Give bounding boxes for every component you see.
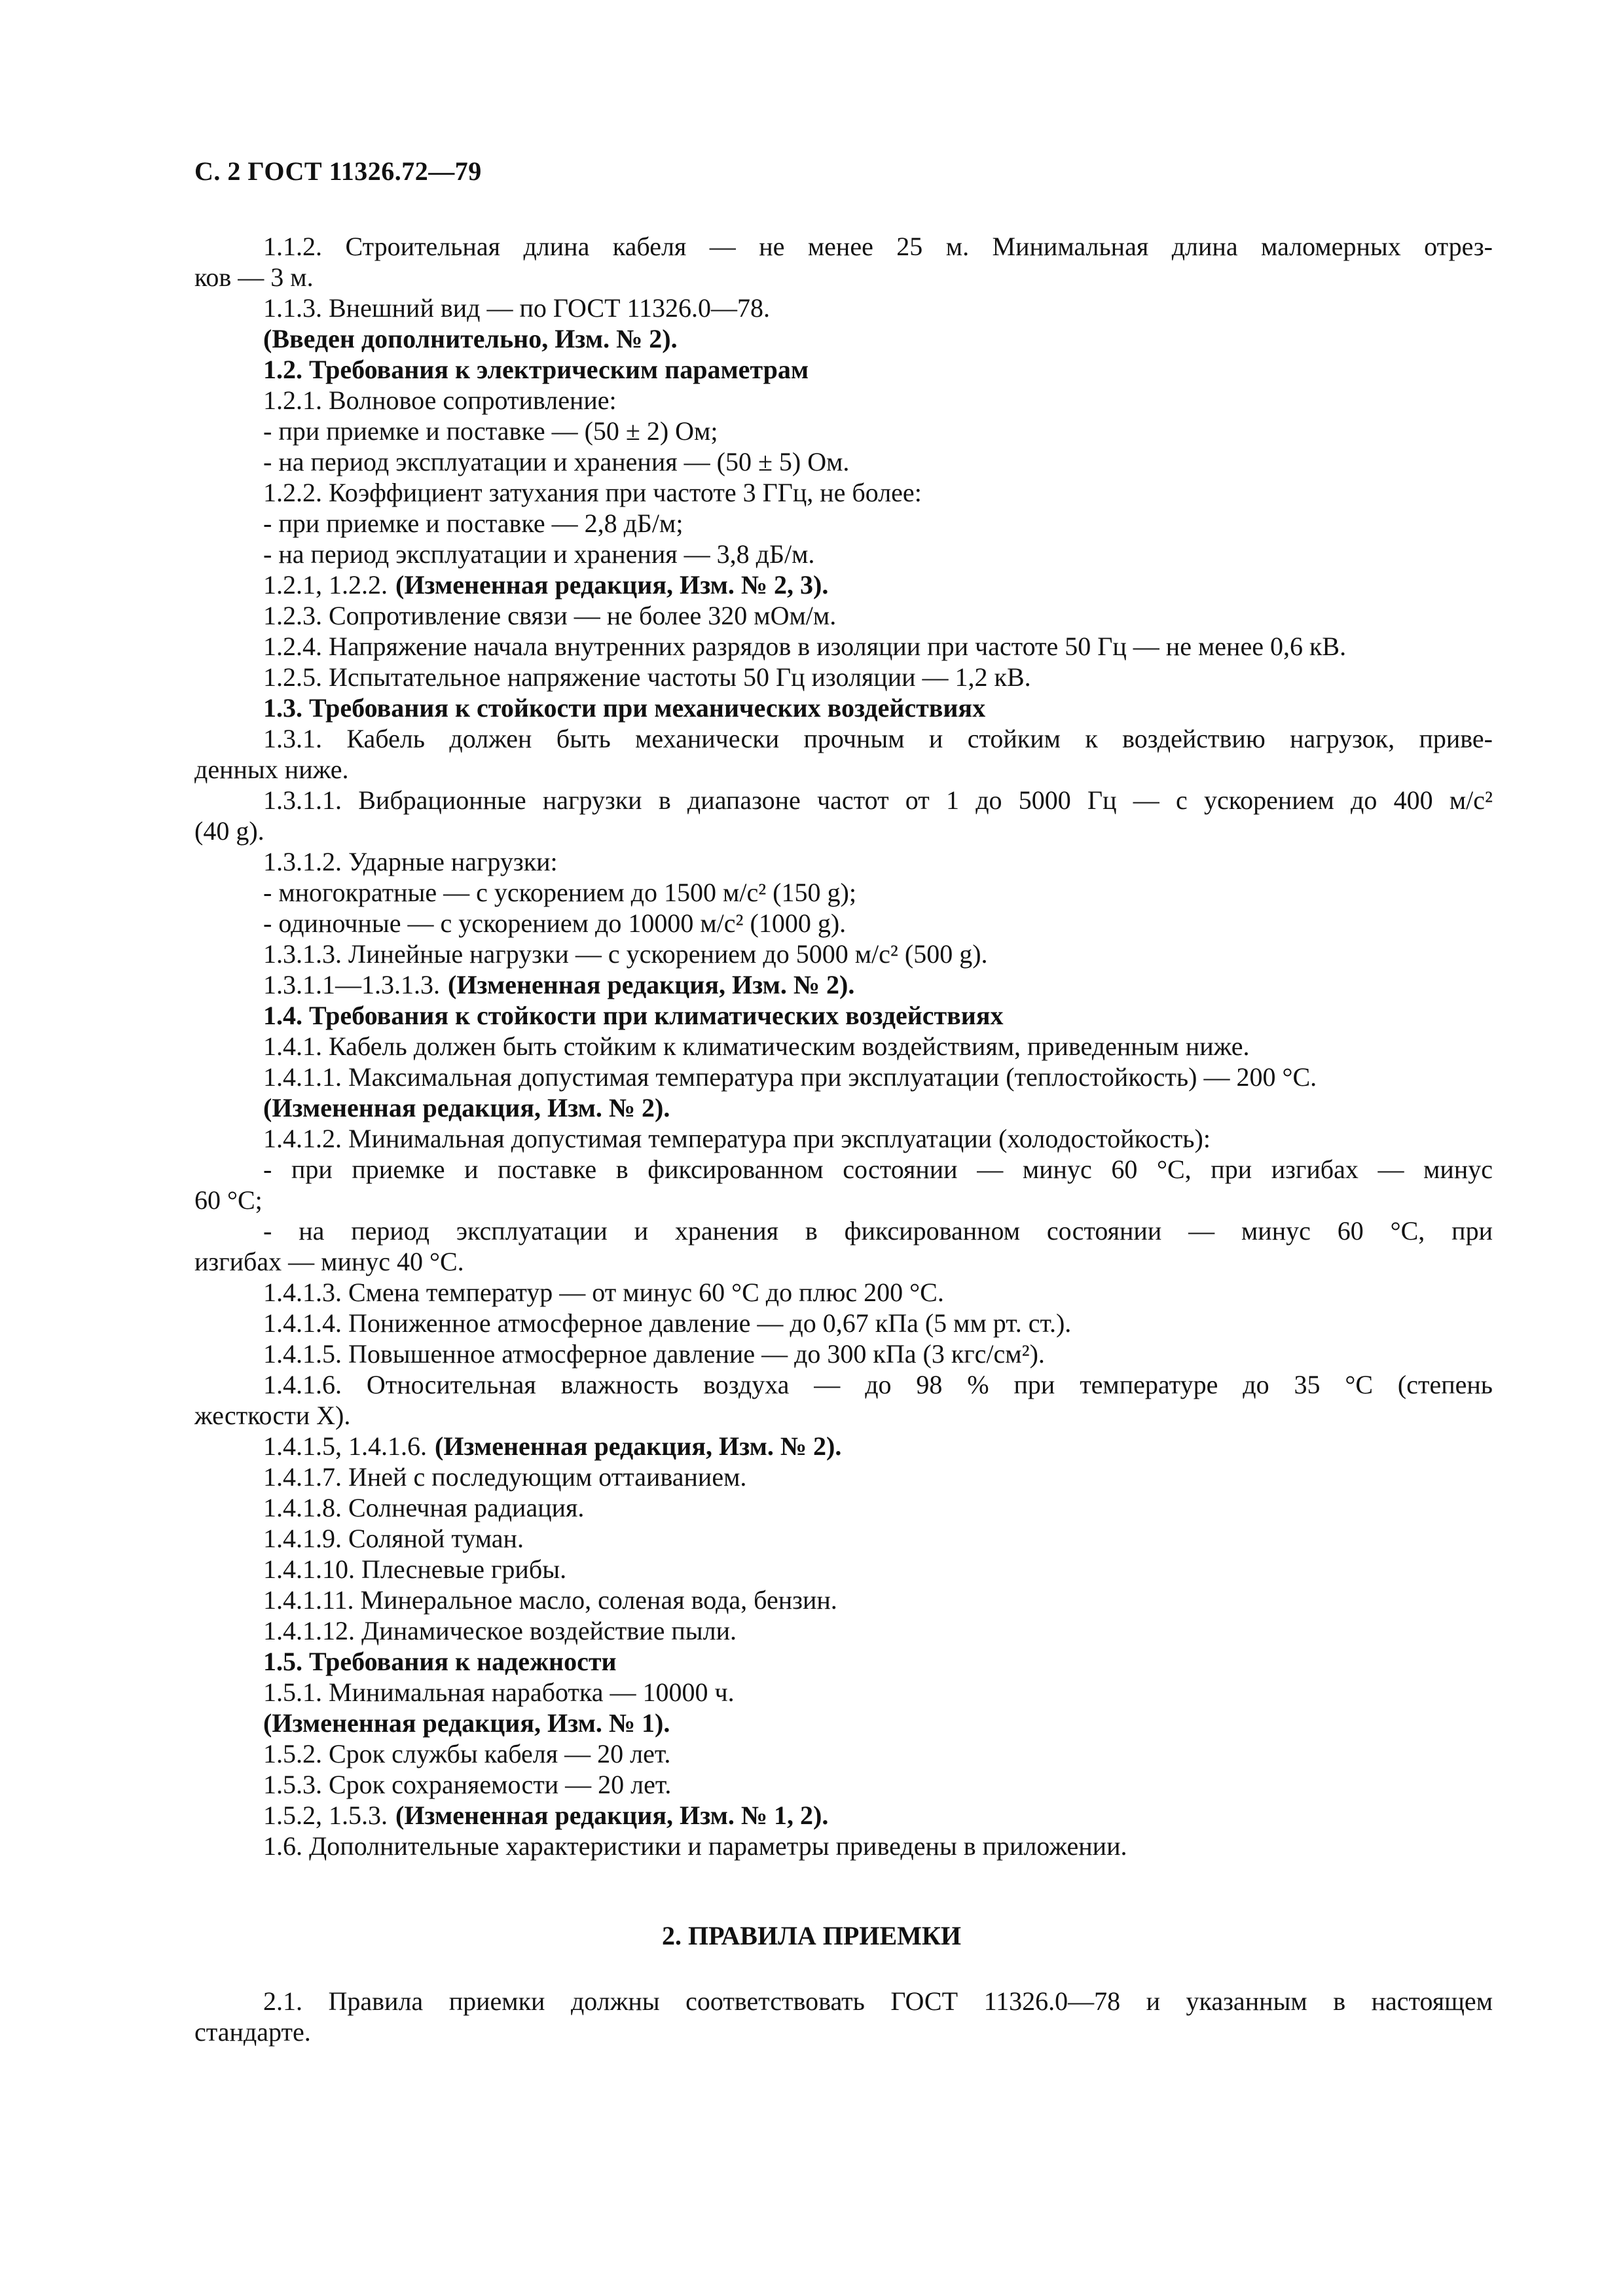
text-line [194,1462,1493,1492]
line-bold-text: (Измененная редакция, Изм. № 2, 3). [395,570,829,600]
page-header: С. 2 ГОСТ 11326.72—79 [194,156,482,186]
line-bold-text: (Измененная редакция, Изм. № 2). [435,1431,842,1461]
text-line [194,1185,1493,1215]
text-line [194,1677,1493,1708]
text-line [194,508,1493,539]
line-text: 1.4.1.12. Динамическое воздействие пыли. [263,1616,737,1645]
line-text: 1.3.1.1. Вибрационные нагрузки в диапазоне частот от 1 до 5000 Гц — с ускорением до 400 м/с² [263,785,1493,815]
text-line [194,939,1493,969]
line-text: 1.4.1.11. Минеральное масло, соленая вода, бензин. [263,1585,837,1615]
line-text: 1.2.1, 1.2.2. [263,570,388,600]
text-line [194,908,1493,939]
text-line [194,477,1493,508]
line-bold-text: 1.2. Требования к электрическим параметрам [263,355,809,384]
text-line [194,1400,1493,1431]
text-line [194,1215,1493,1246]
text-line [194,662,1493,692]
text-line [194,631,1493,662]
text-line [194,1338,1493,1369]
text-line [194,231,1493,262]
text-line [194,1492,1493,1523]
text-line [194,1031,1493,1062]
text-line [194,1092,1493,1123]
line-text: 1.4.1.2. Минимальная допустимая температура при эксплуатации (холодостойкость): [263,1124,1211,1153]
line-text: 1.3.1.1—1.3.1.3. [263,970,440,999]
line-text: 1.4.1.6. Относительная влажность воздуха — до 98 % при температуре до 35 °С (степень [263,1370,1493,1399]
line-text: стандарте. [194,2017,311,2047]
text-line [194,600,1493,631]
line-bold-text: 1.5. Требования к надежности [263,1647,617,1676]
text-line [194,416,1493,446]
line-text: - на период эксплуатации и хранения — 3,8 дБ/м. [263,539,815,569]
text-line [194,293,1493,323]
line-text: 1.4.1.9. Соляной туман. [263,1524,524,1553]
text-line [194,569,1493,600]
text-line [194,1554,1493,1585]
line-text: 1.1.2. Строительная длина кабеля — не менее 25 м. Минимальная длина маломерных отрез- [263,232,1493,261]
line-text: изгибах — минус 40 °С. [194,1247,464,1276]
section-title: 2. ПРАВИЛА ПРИЕМКИ [661,1921,961,1950]
line-text: - на период эксплуатации и хранения в фиксированном состоянии — минус 60 °С, при [263,1216,1493,1246]
line-text: - многократные — с ускорением до 1500 м/с² (150 g); [263,878,856,907]
line-text: 1.3.1.2. Ударные нагрузки: [263,847,558,876]
line-text: - на период эксплуатации и хранения — (50 ± 5) Ом. [263,447,850,476]
section-body [194,1986,1493,2047]
line-text: 1.2.2. Коэффициент затухания при частоте 3 ГГц, не более: [263,478,922,507]
line-text: - при приемке и поставке — (50 ± 2) Ом; [263,416,718,446]
line-text: 1.2.3. Сопротивление связи — не более 320 мОм/м. [263,601,837,630]
line-text: 1.4.1.5. Повышенное атмосферное давление — до 300 кПа (3 кгс/см²). [263,1339,1045,1369]
text-line [194,1308,1493,1338]
line-bold-text: (Измененная редакция, Изм. № 2). [263,1093,670,1122]
text-line [194,1369,1493,1400]
text-line [194,385,1493,416]
line-text: 1.4.1. Кабель должен быть стойким к климатическим воздействиям, приведенным ниже. [263,1031,1250,1061]
line-bold-text: (Измененная редакция, Изм. № 1, 2). [395,1801,829,1830]
text-line [194,969,1493,1000]
line-text: 1.3.1.3. Линейные нагрузки — с ускорением до 5000 м/с² (500 g). [263,939,988,969]
line-text: - одиночные — с ускорением до 10000 м/с² (1000 g). [263,908,847,938]
line-text: 1.5.3. Срок сохраняемости — 20 лет. [263,1770,672,1799]
line-text: жесткости X). [194,1401,351,1430]
line-text: 1.5.1. Минимальная наработка — 10000 ч. [263,1677,735,1707]
text-line [194,1769,1493,1800]
line-text: 1.2.1. Волновое сопротивление: [263,386,617,415]
text-line [194,354,1493,385]
line-text: 1.2.5. Испытательное напряжение частоты 50 Гц изоляции — 1,2 кВ. [263,662,1031,692]
line-text: 1.4.1.3. Смена температур — от минус 60 °С до плюс 200 °С. [263,1278,944,1307]
line-text: - при приемке и поставке — 2,8 дБ/м; [263,509,684,538]
text-line [194,1246,1493,1277]
line-text: 1.4.1.8. Солнечная радиация. [263,1493,585,1522]
text-line [194,754,1493,785]
line-text: 1.4.1.5, 1.4.1.6. [263,1431,427,1461]
text-line [194,446,1493,477]
line-text: 1.4.1.1. Максимальная допустимая температура при эксплуатации (теплостойкость) — 200 °С. [263,1062,1317,1092]
text-line [194,1738,1493,1769]
line-text: - при приемке и поставке в фиксированном состоянии — минус 60 °С, при изгибах — минус [263,1155,1493,1184]
line-text: ков — 3 м. [194,262,314,292]
line-text: денных ниже. [194,755,349,784]
line-text: 1.1.3. Внешний вид — по ГОСТ 11326.0—78. [263,293,771,323]
text-line [194,877,1493,908]
line-text: 1.6. Дополнительные характеристики и параметры приведены в приложении. [263,1831,1127,1861]
line-text: 1.5.2, 1.5.3. [263,1801,388,1830]
text-line [194,1123,1493,1154]
text-line [194,785,1493,816]
text-line [194,2017,1493,2047]
line-bold-text: (Измененная редакция, Изм. № 1). [263,1708,670,1738]
line-bold-text: 1.4. Требования к стойкости при климатических воздействиях [263,1001,1004,1030]
line-text: 1.2.4. Напряжение начала внутренних разрядов в изоляции при частоте 50 Гц — не менее 0,6 кВ. [263,632,1347,661]
line-text: 1.4.1.4. Пониженное атмосферное давление — до 0,67 кПа (5 мм рт. ст.). [263,1308,1072,1338]
text-line [194,1523,1493,1554]
text-line [194,539,1493,569]
text-line [194,1708,1493,1738]
text-line [194,1154,1493,1185]
text-line [194,323,1493,354]
text-line [194,816,1493,846]
line-bold-text: 1.3. Требования к стойкости при механических воздействиях [263,693,986,723]
text-line [194,1986,1493,2017]
line-text: (40 g). [194,816,264,846]
text-line [194,1585,1493,1615]
line-text: 60 °С; [194,1185,263,1215]
document-body [194,231,1493,1861]
text-line [194,262,1493,293]
text-line [194,1000,1493,1031]
line-bold-text: (Измененная редакция, Изм. № 2). [448,970,855,999]
line-text: 1.5.2. Срок службы кабеля — 20 лет. [263,1739,671,1768]
text-line [194,846,1493,877]
text-line [194,692,1493,723]
text-line [194,1646,1493,1677]
line-bold-text: (Введен дополнительно, Изм. № 2). [263,324,678,353]
text-line [194,1831,1493,1861]
text-line [194,1062,1493,1092]
line-text: 2.1. Правила приемки должны соответствовать ГОСТ 11326.0—78 и указанным в настоящем [263,1986,1493,2016]
text-line [194,1277,1493,1308]
text-line [194,1800,1493,1831]
line-text: 1.3.1. Кабель должен быть механически прочным и стойким к воздействию нагрузок, приве- [263,724,1493,753]
text-line [194,1431,1493,1462]
line-text: 1.4.1.10. Плесневые грибы. [263,1554,567,1584]
text-line [194,1615,1493,1646]
line-text: 1.4.1.7. Иней с последующим оттаиванием. [263,1462,747,1492]
text-line [194,723,1493,754]
